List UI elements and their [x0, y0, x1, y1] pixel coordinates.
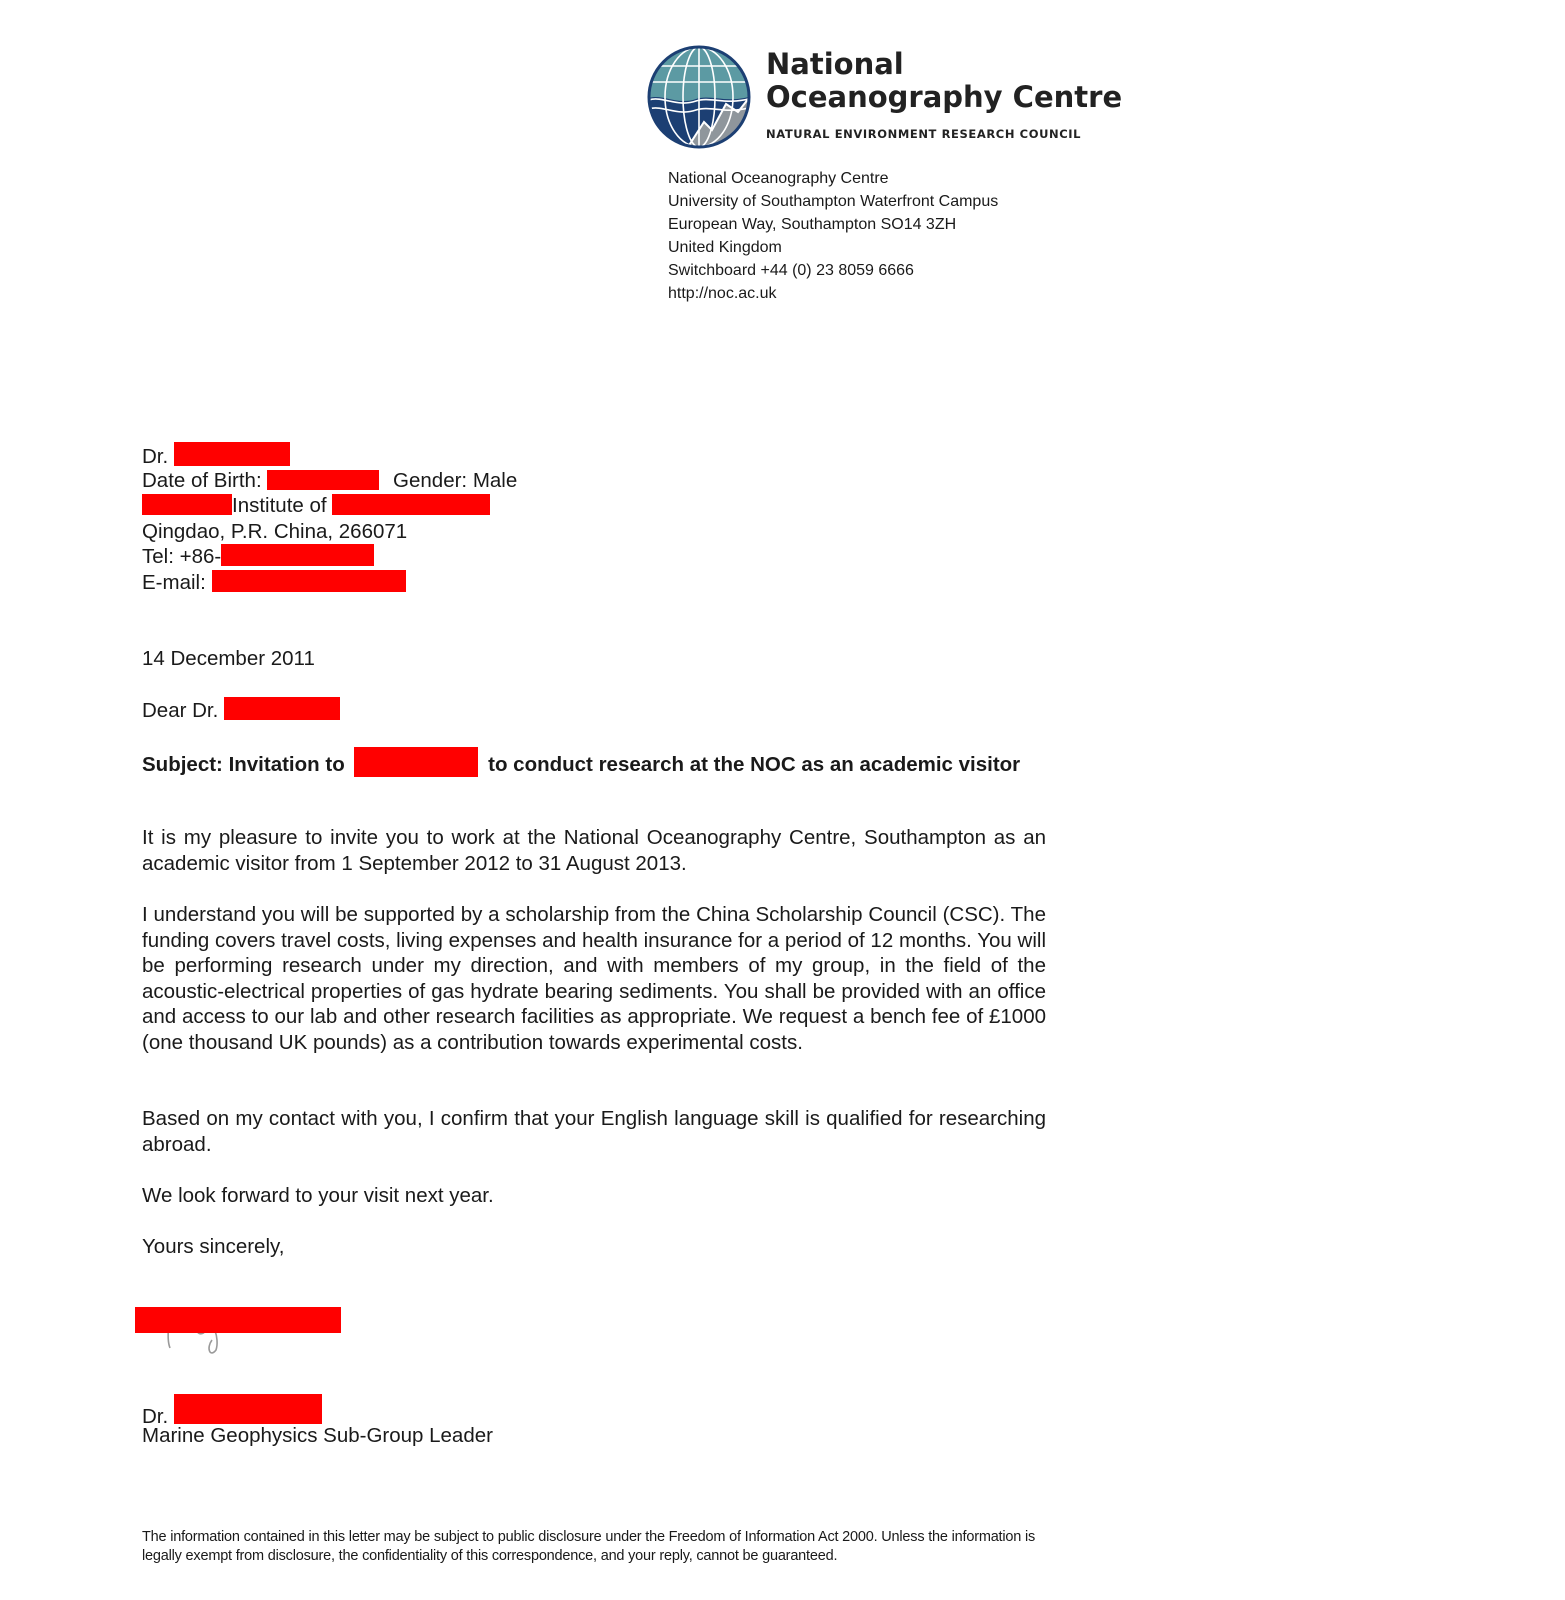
address-line: National Oceanography Centre	[668, 170, 889, 187]
recipient-dob-line	[142, 468, 517, 494]
closing: Yours sincerely,	[142, 1235, 285, 1258]
footer-disclaimer: The information contained in this letter may be subject to public disclosure under the Freedom of Information Act 2000. Unless the information is legally exempt from disclosure, the confidentiality of this correspondence, and your reply, cannot be guaranteed.	[142, 1529, 1036, 1564]
address-line: European Way, Southampton SO14 3ZH	[668, 216, 957, 233]
recipient-block	[142, 442, 517, 595]
paragraph: It is my pleasure to invite you to work at the National Oceanography Centre, Southampton as an academic visitor from 1 September 2012 to 31 August 2013.	[142, 826, 1046, 875]
address-line: University of Southampton Waterfront Campus	[668, 193, 999, 210]
address-link[interactable]: http://noc.ac.uk	[668, 285, 777, 302]
redaction	[267, 470, 379, 490]
redaction	[174, 1394, 322, 1424]
globe-wave-logo-icon	[646, 44, 752, 150]
redaction	[224, 697, 340, 720]
gender-text: Gender: Male	[393, 468, 518, 492]
redaction	[212, 570, 406, 592]
paragraph: I understand you will be supported by a scholarship from the China Scholarship Council (CSC). The funding covers travel costs, living expenses and health insurance for a period of 12 months. You will be performing research under my direction, and with members of my group, in the field of the acoustic-electrical properties of gas hydrate bearing sediments. You shall be provided with an office and access to our lab and other research facilities as appropriate. We request a bench fee of £1000 (one thousand UK pounds) as a contribution towards experimental costs.	[142, 903, 1046, 1054]
org-name	[766, 48, 1122, 114]
paragraph: We look forward to your visit next year.	[142, 1184, 494, 1207]
email-label: E-mail:	[142, 570, 206, 594]
recipient-name-line	[142, 442, 517, 468]
recipient-institute-line	[142, 493, 517, 519]
address-line: United Kingdom	[668, 239, 782, 256]
redaction	[142, 494, 232, 515]
sender-address	[668, 167, 998, 305]
org-name-line2: Oceanography Centre	[766, 80, 1123, 114]
address-line: Switchboard +44 (0) 23 8059 6666	[668, 262, 914, 279]
recipient-tel-line	[142, 544, 517, 570]
salutation: Dear Dr.	[142, 699, 219, 722]
subject-line	[142, 747, 1046, 778]
institute-text: Institute of	[232, 494, 327, 517]
tel-label: Tel: +86-	[142, 545, 222, 568]
subject-start: Subject: Invitation to	[142, 753, 345, 776]
org-name-line1: National	[766, 47, 904, 81]
letter-date: 14 December 2011	[142, 647, 315, 670]
dob-label: Date of Birth:	[142, 468, 262, 492]
redaction	[332, 494, 490, 515]
redaction	[221, 544, 374, 566]
paragraph: Based on my contact with you, I confirm that your English language skill is qualified for researching abroad.	[142, 1107, 1046, 1156]
recipient-city-line: Qingdao, P.R. China, 266071	[142, 519, 408, 543]
signer-title: Marine Geophysics Sub-Group Leader	[142, 1424, 493, 1447]
redaction	[174, 442, 290, 466]
salutation-line	[142, 697, 1046, 724]
redaction	[354, 747, 478, 777]
signer-prefix: Dr.	[142, 1405, 169, 1428]
redaction	[135, 1307, 341, 1333]
recipient-email-line	[142, 570, 517, 596]
subject-end: to conduct research at the NOC as an academic visitor	[488, 753, 1021, 776]
recipient-prefix: Dr.	[142, 445, 169, 468]
council-name: NATURAL ENVIRONMENT RESEARCH COUNCIL	[766, 127, 1082, 141]
